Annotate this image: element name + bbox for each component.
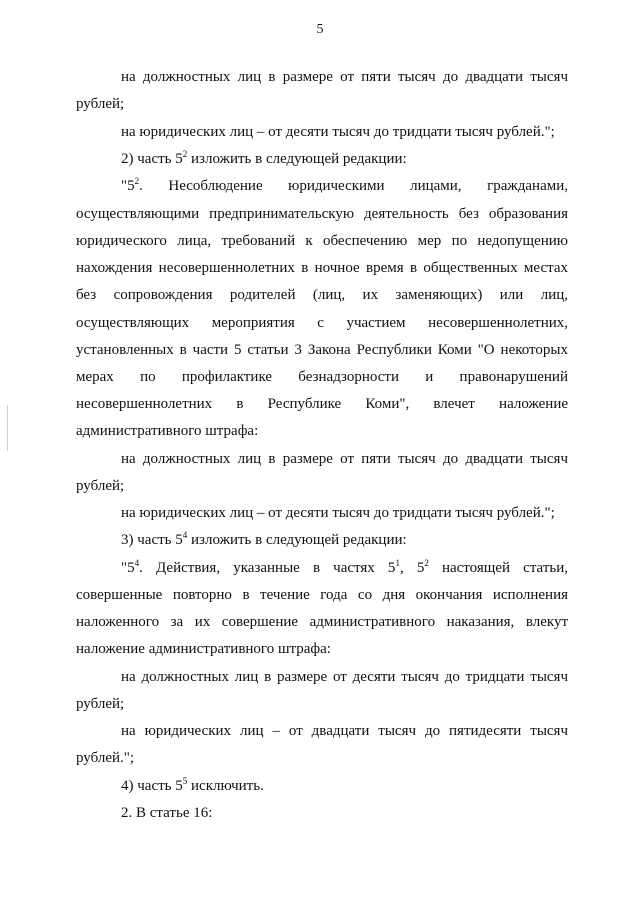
page-number: 5: [316, 22, 324, 37]
text-line: на юридических лиц – от десяти тысяч до тридцати тысяч рублей.";: [121, 505, 555, 521]
text-line: 3) часть $5^4$ изложить в следующей редакции:: [121, 530, 407, 548]
text-line: наложение административного штрафа:: [76, 641, 331, 657]
text-line: на юридических лиц – от двадцати тысяч до пятидесяти тысяч: [121, 723, 568, 739]
text-line: на юридических лиц – от десяти тысяч до тридцати тысяч рублей.";: [121, 124, 555, 140]
text-line: осуществляющих мероприятия с участием несовершеннолетних,: [76, 315, 568, 331]
text-line: на должностных лиц в размере от пяти тысяч до двадцати тысяч: [121, 69, 568, 85]
text-line: совершенные повторно в течение года со дня окончания исполнения: [76, 587, 568, 603]
text-line: 2. В статье 16:: [121, 805, 213, 821]
text-line: рублей;: [76, 96, 125, 112]
text-line: "$5^2$. Несоблюдение юридическими лицами, гражданами,: [121, 176, 568, 194]
text-line: на должностных лиц в размере от десяти тысяч до тридцати тысяч: [121, 669, 568, 685]
text-line: административного штрафа:: [76, 423, 259, 439]
text-line: "$5^4$. Действия, указанные в частях $5^1$, $5^2$ настоящей статьи,: [121, 558, 568, 576]
text-line: нахождения несовершеннолетних в ночное время в общественных местах: [76, 260, 568, 276]
text-line: без сопровождения родителей (лиц, их заменяющих) или лиц,: [76, 287, 568, 303]
text-line: на должностных лиц в размере от пяти тысяч до двадцати тысяч: [121, 451, 568, 467]
text-line: установленных в части 5 статьи 3 Закона Республики Коми "О некоторых: [76, 342, 568, 358]
text-line: рублей;: [76, 696, 125, 712]
text-line: мерах по профилактике безнадзорности и правонарушений: [76, 369, 568, 385]
text-line: 2) часть $5^2$ изложить в следующей редакции:: [121, 149, 407, 167]
text-line: несовершеннолетних в Республике Коми", влечет наложение: [76, 396, 568, 412]
text-line: наложенного за их совершение административного наказания, влекут: [76, 614, 568, 630]
text-line: юридического лица, требований к обеспечению мер по недопущению: [76, 233, 568, 249]
text-line: рублей;: [76, 478, 125, 494]
text-line: рублей.";: [76, 750, 135, 766]
text-line: осуществляющими предпринимательскую деятельность без образования: [76, 206, 568, 222]
text-line: 4) часть $5^5$ исключить.: [121, 776, 264, 794]
scan-margin-mark: [7, 405, 8, 451]
